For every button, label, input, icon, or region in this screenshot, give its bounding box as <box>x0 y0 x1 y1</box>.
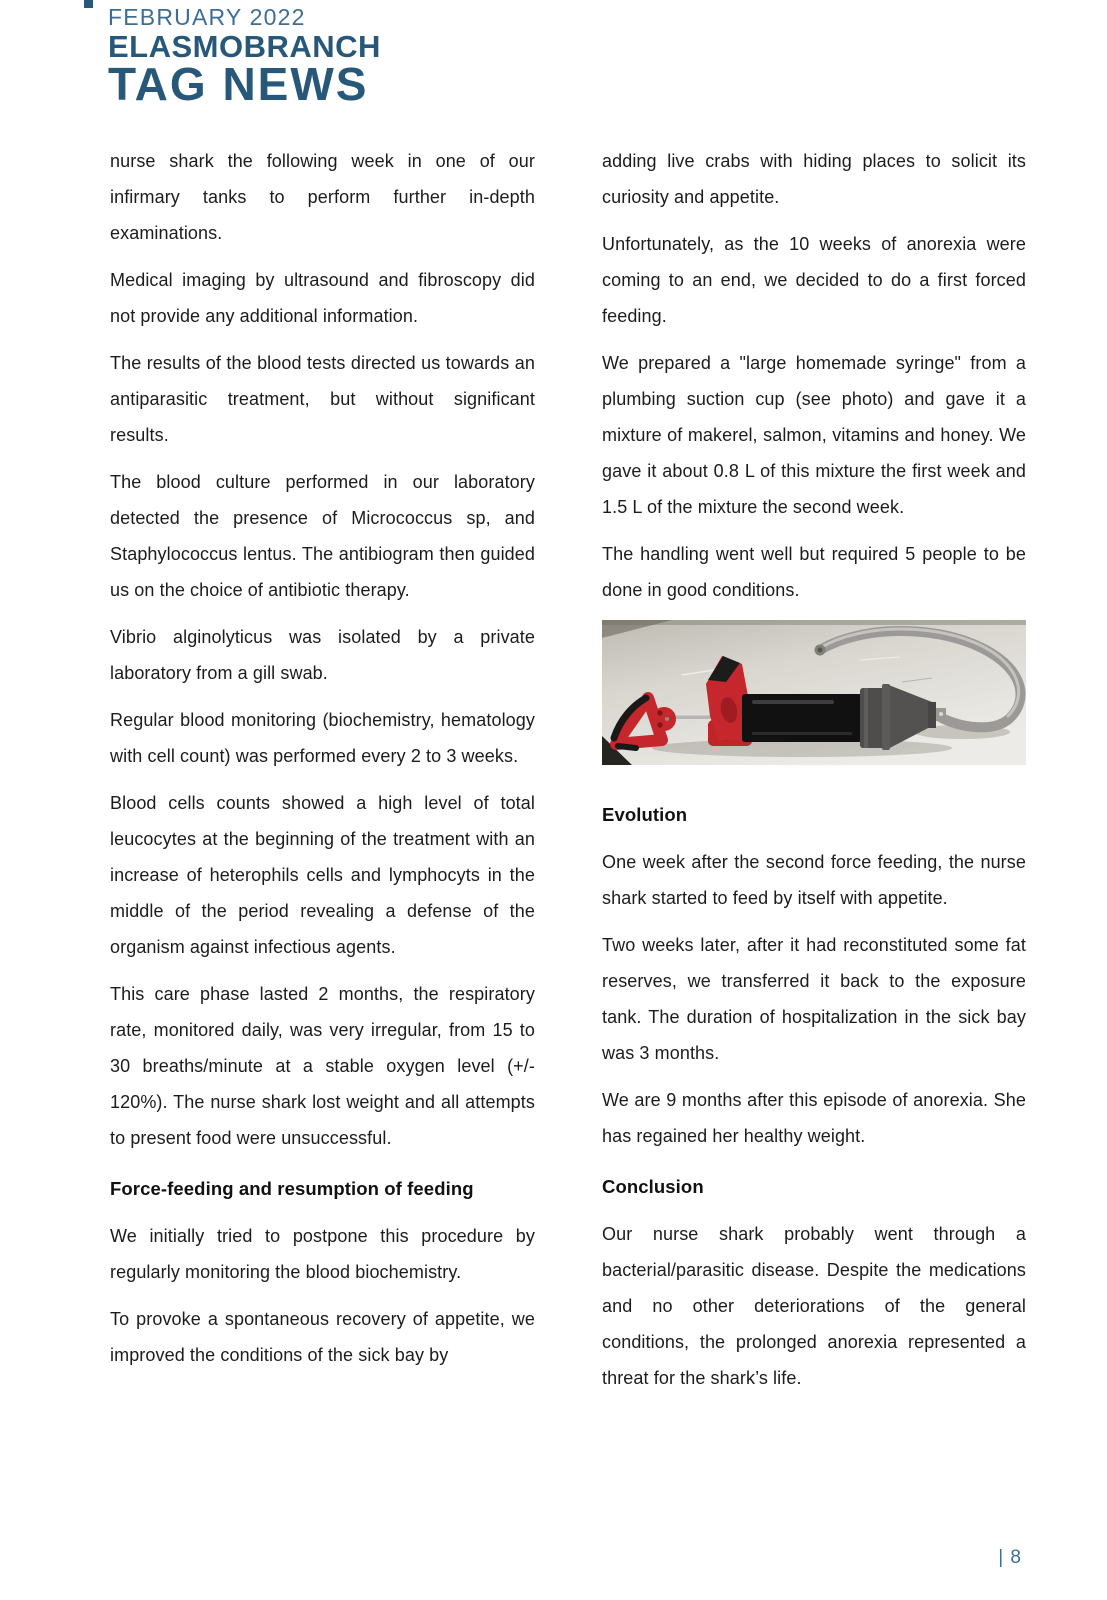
paragraph-one-week: One week after the second force feeding, the nurse shark started to feed by itself with appetite. <box>602 852 1026 908</box>
right-column <box>602 143 1026 1407</box>
newsletter-date: FEBRUARY 2022 <box>108 4 306 30</box>
paragraph-imaging: Medical imaging by ultrasound and fibroscopy did not provide any additional information. <box>110 270 535 326</box>
left-column <box>110 143 535 1384</box>
heading-force-feeding: Force-feeding and resumption of feeding <box>110 1178 474 1199</box>
paragraph-blood-cells: Blood cells counts showed a high level of total leucocytes at the beginning of the treatment with an increase of heterophils cells and lymphocyts in the middle of the period revealing a defense of the organism against infectious agents. <box>110 793 535 957</box>
paragraph-intro: nurse shark the following week in one of our infirmary tanks to perform further in-depth examinations. <box>110 151 535 243</box>
paragraph-postpone: We initially tried to postpone this procedure by regularly monitoring the blood biochemistry. <box>110 1226 535 1282</box>
paragraph-provoke: To provoke a spontaneous recovery of appetite, we improved the conditions of the sick bay by <box>110 1309 535 1365</box>
paragraph-monitoring: Regular blood monitoring (biochemistry, hematology with cell count) was performed every 2 to 3 weeks. <box>110 710 535 766</box>
paragraph-crabs: adding live crabs with hiding places to solicit its curiosity and appetite. <box>602 151 1026 207</box>
paragraph-anorexia: Unfortunately, as the 10 weeks of anorexia were coming to an end, we decided to do a first forced feeding. <box>602 234 1026 326</box>
newsletter-title-line1: ELASMOBRANCH <box>108 29 381 65</box>
newsletter-title-line2: TAG NEWS <box>108 58 369 111</box>
page-number: | 8 <box>998 1547 1022 1568</box>
paragraph-nine-months: We are 9 months after this episode of anorexia. She has regained her healthy weight. <box>602 1090 1026 1146</box>
masthead <box>108 4 381 111</box>
paragraph-blood-culture: The blood culture performed in our laboratory detected the presence of Micrococcus sp, and Staphylococcus lentus. The antibiogram then guided us on the choice of antibiotic therapy. <box>110 472 535 600</box>
corner-accent-mark <box>84 0 93 8</box>
paragraph-vibrio: Vibrio alginolyticus was isolated by a private laboratory from a gill swab. <box>110 627 535 683</box>
heading-evolution: Evolution <box>602 804 688 825</box>
paragraph-care-phase: This care phase lasted 2 months, the respiratory rate, monitored daily, was very irregular, from 15 to 30 breaths/minute at a stable oxygen level (+/- 120%). The nurse shark lost weight and all attempts to present food were unsuccessful. <box>110 984 535 1148</box>
heading-conclusion: Conclusion <box>602 1176 704 1197</box>
syringe-photo <box>602 620 1026 765</box>
paragraph-two-weeks: Two weeks later, after it had reconstituted some fat reserves, we transferred it back to the exposure tank. The duration of hospitalization in the sick bay was 3 months. <box>602 935 1026 1063</box>
paragraph-syringe: We prepared a "large homemade syringe" from a plumbing suction cup (see photo) and gave it a mixture of makerel, salmon, vitamins and honey. We gave it about 0.8 L of this mixture the first week and 1.5 L of the mixture the second week. <box>602 353 1026 517</box>
paragraph-conclusion: Our nurse shark probably went through a bacterial/parasitic disease. Despite the medications and no other deteriorations of the general conditions, the prolonged anorexia represented a threat for the shark’s life. <box>602 1224 1026 1388</box>
paragraph-handling: The handling went well but required 5 people to be done in good conditions. <box>602 544 1026 600</box>
syringe-barrel <box>742 694 870 742</box>
paragraph-blood-tests: The results of the blood tests directed us towards an antiparasitic treatment, but without significant results. <box>110 353 535 445</box>
